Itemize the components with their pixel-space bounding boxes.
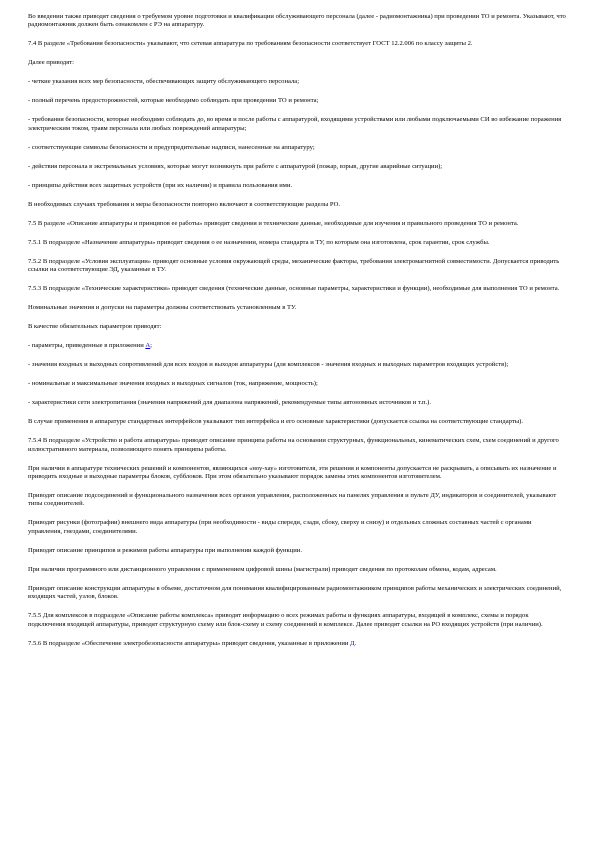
list-item-precautions: - полный перечень предосторожностей, которые необходимо соблюдать при проведении ТО и ремонта; [28,97,319,105]
paragraph-7-5-2: 7.5.2 В подразделе «Условия эксплуатации» приводят основные условия окружающей среды, механические факторы, требования электромагнитной совместимости. Допускается приводить ссылки на соответствующие ЭД, указанные в ТУ. [28,257,560,274]
appendix-d-link[interactable]: Д [350,639,355,647]
list-item-impedances: - значения входных и выходных сопротивлений для всех входов и выходов аппаратуры (для комплексов - значения входных и выходных параметров входящих устройств); [28,361,509,369]
paragraph-mandatory-params: В качестве обязательных параметров приводят: [28,323,162,331]
paragraph-7-5: 7.5 В разделе «Описание аппаратуры и принципов ее работы» приводят сведения и технические данные, необходимые для изучения и правильного проведения ТО и ремонта. [28,219,519,227]
list-item-power-supply: - характеристики сети электропитания (значения напряжений для диапазона напряжений, рекомендуемые типы автономных источников и т.п.). [28,399,431,407]
list-item-safety-symbols: - соответствующие символы безопасности и предупредительные надписи, нанесенные на аппаратуру; [28,143,315,151]
list-item-appendix-a-after: ; [150,342,152,350]
paragraph-nominal-values: Номинальные значения и допуски на параметры должны соответствовать установленным в ТУ. [28,304,297,312]
paragraph-repeat-requirements: В необходимых случаях требования и меры безопасности повторно включают в соответствующие разделы РО. [28,200,341,208]
paragraph-7-5-5: 7.5.5 Для комплексов в подразделе «Описание работы комплекса» приводят информацию о всех режимах работы и функциях аппаратуры, входящей в комплекс, схемы и порядок подключения входящей аппаратуры, приводят структурную схему или блок-схему и схему соединений в комплексе. Далее приводят ссылки на РО входящих устройств (при наличии). [28,612,543,628]
list-item-appendix-a-text: - параметры, приведенные в приложении [28,342,146,350]
appendix-a-link[interactable]: А [145,342,151,350]
list-item-protective-devices: - принципы действия всех защитных устройств (при их наличии) и правила пользования ими. [28,181,293,189]
paragraph-7-5-6-text: 7.5.6 В подразделе «Обеспечение электробезопасности аппаратуры» приводят сведения, указанные в приложении [28,639,351,647]
paragraph-intro-qualification: Во введении также приводят сведения о требуемом уровне подготовки и квалификации обслуживающего персонала (далее - радиомонтажника) при проведении ТО и ремонта. Указывают, что радиомонтажник должен быть ознакомлен с РЭ на аппаратуру. [28,13,566,29]
paragraph-7-5-6-after: . [354,639,357,647]
paragraph-7-5-4: 7.5.4 В подразделе «Устройство и работа аппаратуры» приводят описание принципа работы на основании структурных, функциональных, кинематических схем, схем соединений и другого иллюстративного материала, позволяющего понять принципы работы. [28,437,559,453]
paragraph-7-5-1: 7.5.1 В подразделе «Назначение аппаратуры» приводят сведения о ее назначении, номера стандарта и ТУ, по которым она изготовлена, срок гарантии, срок службы. [28,238,490,246]
paragraph-7-5-3: 7.5.3 В подразделе «Технические характеристики» приводят сведения (технические данные, основные параметры, характеристики и функции), необходимые для выполнения ТО и ремонта. [28,285,560,293]
paragraph-7-5-6 [28,640,567,648]
paragraph-construction: Приводят описание конструкции аппаратуры в объеме, достаточном для понимания квалифицированным радиомонтажником принципов работы механических и электрических соединений, входящих частей, узлов, блоков. [28,584,562,601]
paragraph-further-list-intro: Далее приводят: [28,59,74,67]
paragraph-interfaces: В случае применения в аппаратуре стандартных интерфейсов указывают тип интерфейса и его основные характеристики (допускается ссылка на соответствующие стандарты). [28,418,523,426]
list-item-appendix-a [28,342,567,350]
list-item-extreme-conditions: - действия персонала в экстремальных условиях, которые могут возникнуть при работе с аппаратурой (пожар, взрыв, другие аварийные ситуации); [28,162,443,170]
list-item-signals: - номинальные и максимальные значения входных и выходных сигналов (ток, напряжение, мощность); [28,380,318,388]
paragraph-controls: Приводят описание подсоединений и функционального назначения всех органов управления, расположенных на панелях управления и пульте ДУ, индикаторов и соединителей, указывают типы соединителей. [28,492,557,508]
paragraph-know-how: При наличии в аппаратуре технических решений и компонентов, являющихся «ноу-хау» изготовителя, эти решения и компоненты допускается не раскрывать, а описывать их назначение и приводить входные и выходные параметры блоков, субблоков. При этом обязательно указывают порядок замены этих компонентов изготовителем. [28,464,557,481]
paragraph-remote-control: При наличии программного или дистанционного управления с применением цифровой шины (магистрали) приводят сведения по протоколам обмена, кодам, адресам. [28,565,497,573]
paragraph-7-4: 7.4 В разделе «Требования безопасности» указывают, что сетевая аппаратура по требованиям безопасности соответствует ГОСТ 12.2.006 по классу защиты 2. [28,40,473,48]
list-item-safety-measures: - четкие указания всех мер безопасности, обеспечивающих защиту обслуживающего персонала; [28,78,300,86]
paragraph-modes: Приводят описание принципов и режимов работы аппаратуры при выполнении каждой функции. [28,546,302,554]
list-item-safety-requirements: - требования безопасности, которые необходимо соблюдать до, во время и после работы с аппаратурой, входящими устройствами или любыми подключаемыми СИ во избежание поражения электрическим током, травм персонала или любых повреждений аппаратуры; [28,116,562,132]
paragraph-photos: Приводят рисунки (фотографии) внешнего вида аппаратуры (при необходимости - виды спереди, сзади, сбоку, сверху и снизу) и отдельных сложных составных частей с органами управления, гнездами, соединителями. [28,519,532,535]
